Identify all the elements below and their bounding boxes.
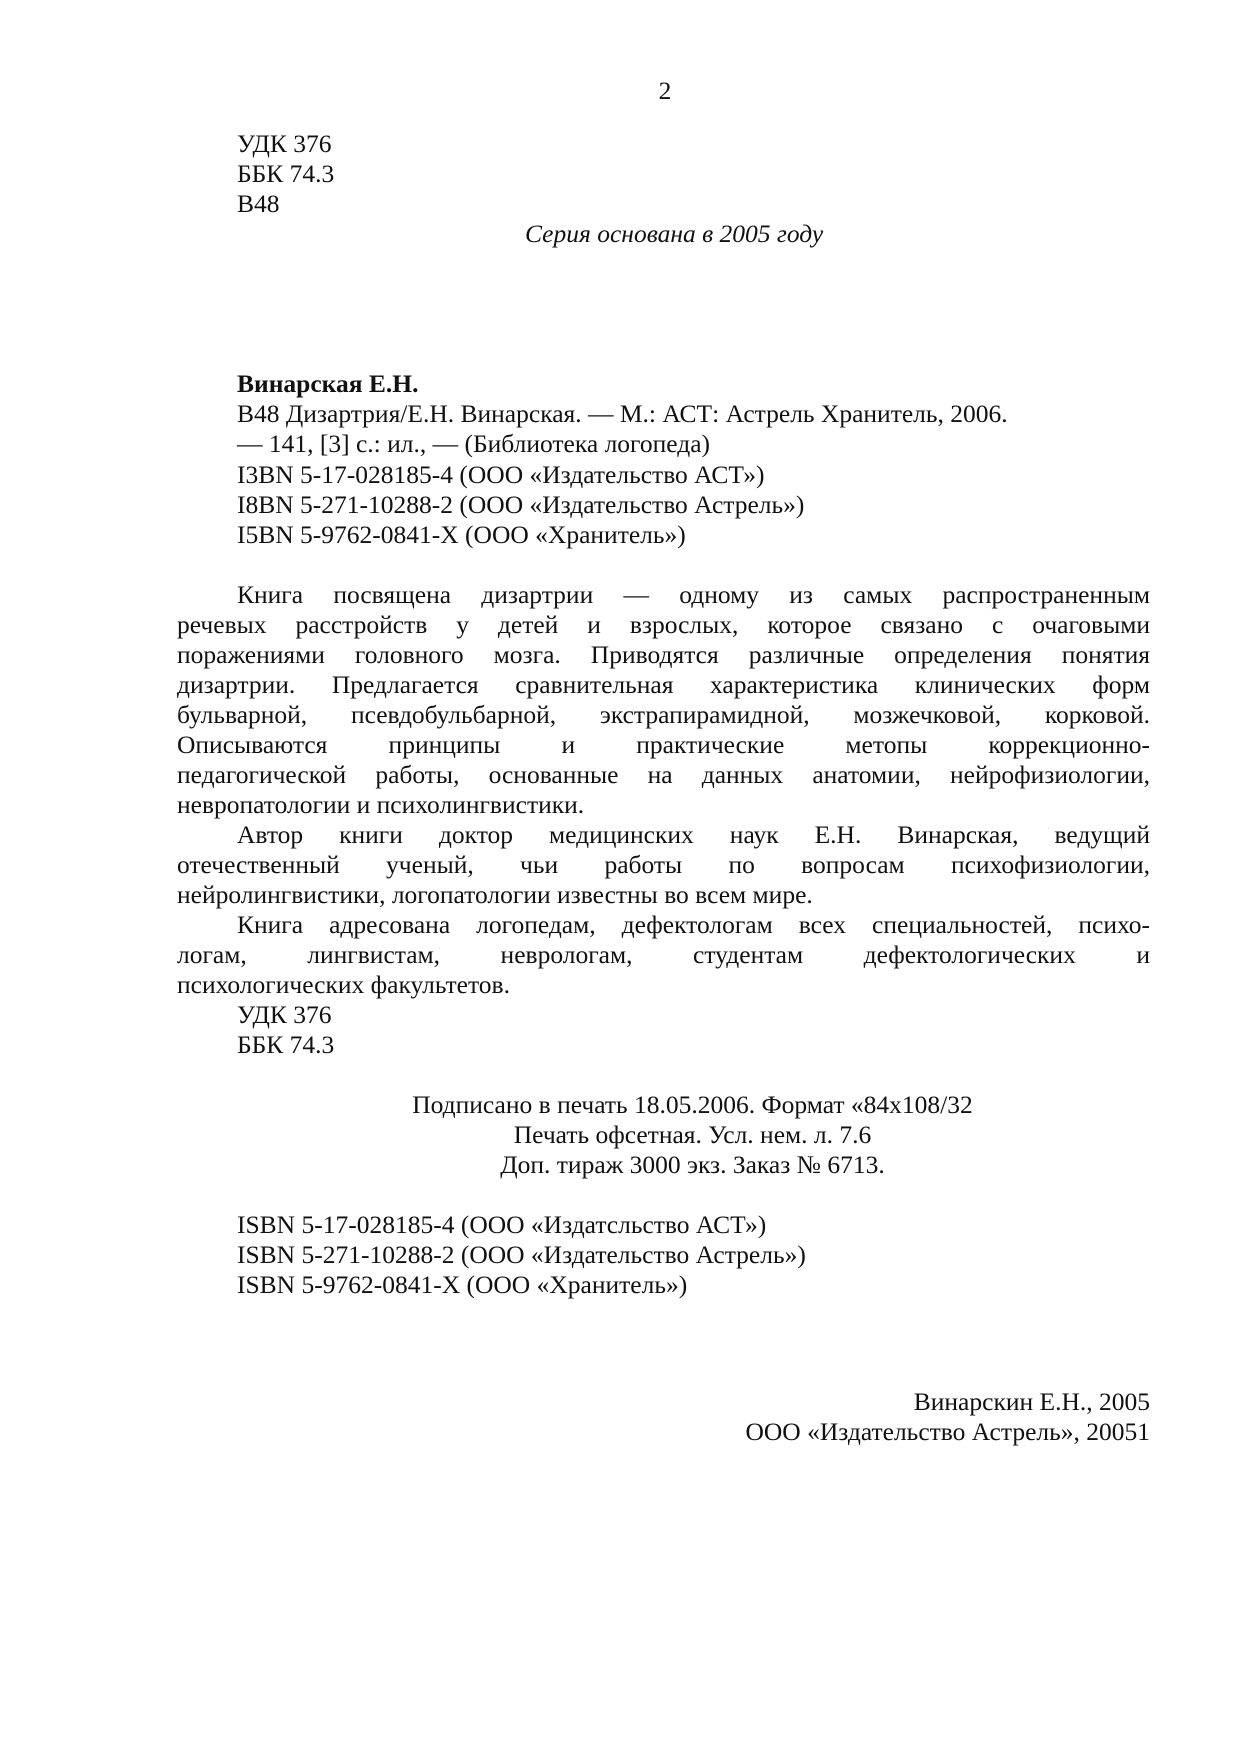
copyright-publisher: ООО «Издательство Астрель», 20051 xyxy=(745,1417,1150,1446)
annotation-line: Описываются принципы и практические метопы коррекционно- xyxy=(177,730,1150,759)
page-number: 2 xyxy=(658,76,672,105)
isbn-final-line: ISBN 5-271-10288-2 (ООО «Издательство Астрель») xyxy=(237,1240,806,1269)
bibliographic-entry-continued: — 141, [3] с.: ил., — (Библиотека логопеда) xyxy=(237,429,711,458)
annotation-line: дизартрии. Предлагается сравнительная характеристика клинических форм xyxy=(177,670,1150,699)
isbn-line: I8BN 5-271-10288-2 (ООО «Издательство Астрель») xyxy=(237,490,805,519)
udk-code-footer: УДК 376 xyxy=(237,1000,332,1029)
annotation-line: Автор книги доктор медицинских наук Е.Н. Винарская, ведущий xyxy=(237,820,1150,849)
print-info-line: Печать офсетная. Усл. нем. л. 7.6 xyxy=(513,1120,872,1149)
annotation-line: Книга адресована логопедам, дефектологам всех специальностей, психо- xyxy=(237,910,1150,939)
bbk-code-footer: ББК 74.3 xyxy=(237,1030,335,1059)
annotation-line: речевых расстройств у детей и взрослых, которое связано с очаговыми xyxy=(177,610,1150,639)
isbn-final-line: ISBN 5-17-028185-4 (ООО «Издатсльство АСТ») xyxy=(237,1210,767,1239)
annotation-line: Книга посвящена дизартрии — одному из самых распространенным xyxy=(237,580,1150,609)
annotation-line: отечественный ученый, чьи работы по вопросам психофизиологии, xyxy=(177,850,1150,879)
annotation-line: поражениями головного мозга. Приводятся различные определения понятия xyxy=(177,640,1150,669)
series-note: Серия основана в 2005 году xyxy=(525,219,824,248)
annotation-line: нейролингвистики, логопатологии известны во всем мире. xyxy=(177,880,813,909)
print-info-line: Доп. тираж 3000 экз. Заказ № 6713. xyxy=(500,1150,885,1179)
author-sign-code: В48 xyxy=(237,189,280,218)
isbn-final-line: ISBN 5-9762-0841-Х (ООО «Хранитель») xyxy=(237,1270,688,1299)
annotation-line: невропатологии и психолингвистики. xyxy=(177,790,585,819)
copyright-author: Винарскин Е.Н., 2005 xyxy=(913,1387,1150,1416)
annotation-line: логам, лингвистам, неврологам, студентам дефектологических и xyxy=(177,940,1150,969)
bibliographic-entry: В48 Дизартрия/Е.Н. Винарская. — М.: АСТ: Астрель Хранитель, 2006. xyxy=(237,399,1008,428)
annotation-line: психологических факультетов. xyxy=(177,970,510,999)
annotation-line: бульварной, псевдобульбарной, экстрапирамидной, мозжечковой, корковой. xyxy=(177,700,1150,729)
bbk-code: ББК 74.3 xyxy=(237,159,335,188)
print-info-line: Подписано в печать 18.05.2006. Формат «84х108/32 xyxy=(412,1090,973,1119)
annotation-line: педагогической работы, основанные на данных анатомии, нейрофизиологии, xyxy=(177,760,1150,789)
udk-code: УДК 376 xyxy=(237,129,332,158)
isbn-line: I3BN 5-17-028185-4 (ООО «Издательство АСТ») xyxy=(237,460,765,489)
author-heading: Винарская Е.Н. xyxy=(237,369,419,398)
isbn-line: I5BN 5-9762-0841-Х (ООО «Хранитель») xyxy=(237,520,686,549)
